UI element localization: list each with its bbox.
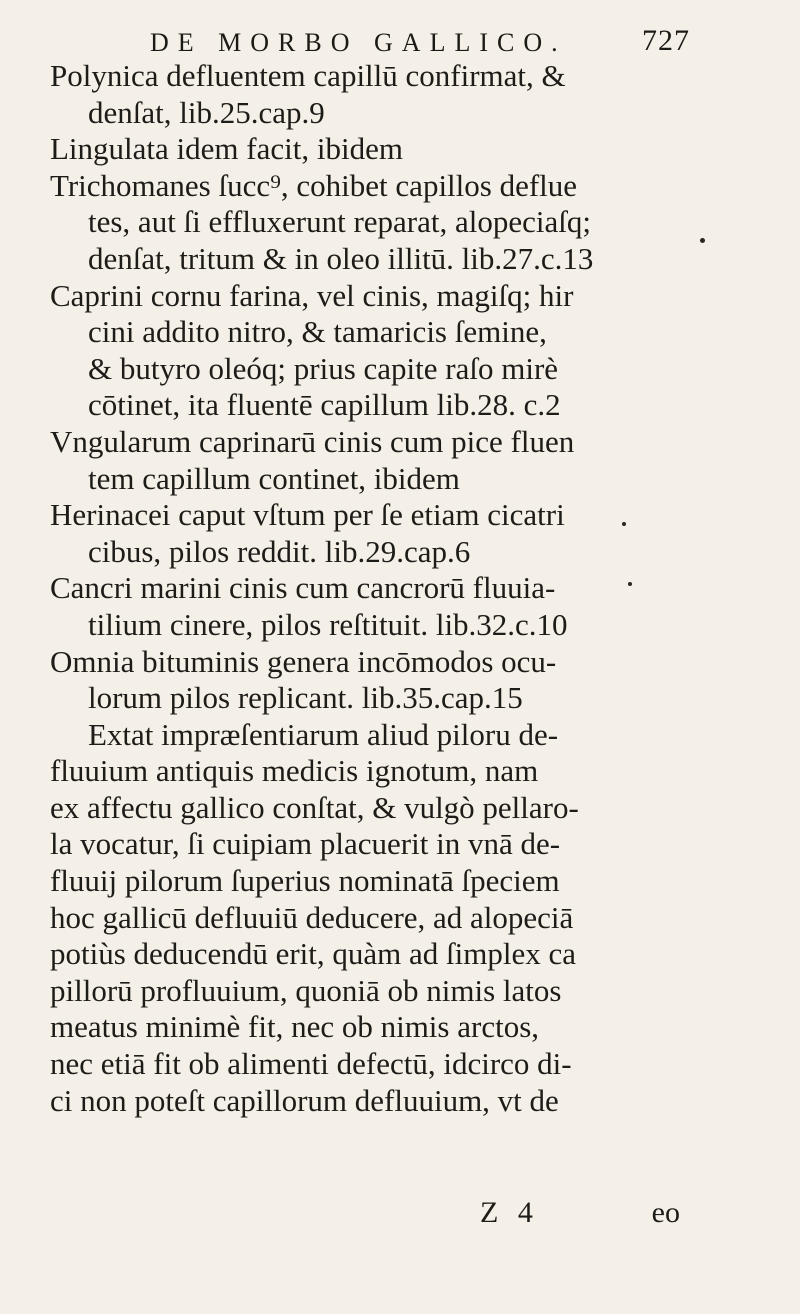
text-line: Herinacei caput vſtum per ſe etiam cicatri <box>50 497 565 533</box>
signature-mark: Z 4 <box>480 1196 539 1229</box>
text-line: denſat, tritum & in oleo illitū. lib.27.c.13 <box>88 240 594 276</box>
text-line: tem capillum continet, ibidem <box>88 460 460 496</box>
text-line: Trichomanes ſucc⁹, cohibet capillos deflue <box>50 167 578 203</box>
text-line: la vocatur, ſi cuipiam placuerit in vnā de- <box>50 826 561 862</box>
text-line: tilium cinere, pilos reſtituit. lib.32.c.10 <box>88 606 568 642</box>
body-text <box>50 58 680 1119</box>
ink-speck <box>700 238 705 243</box>
text-line: cōtinet, ita fluentē capillum lib.28. c.2 <box>88 387 561 423</box>
text-line: pillorū profluuium, quoniā ob nimis latos <box>50 972 562 1008</box>
text-line: Omnia bituminis genera incōmodos ocu- <box>50 643 557 679</box>
text-line: Extat impræſentiarum aliud piloru de- <box>88 716 559 752</box>
page-header <box>150 22 690 62</box>
text-line: cini addito nitro, & tamaricis ſemine, <box>88 314 547 350</box>
text-line: fluuium antiquis medicis ignotum, nam <box>50 753 539 789</box>
ink-speck <box>622 522 626 526</box>
text-line: Caprini cornu farina, vel cinis, magiſq; hir <box>50 277 574 313</box>
ink-speck <box>628 582 632 586</box>
text-line: tes, aut ſi effluxerunt reparat, alopeciaſq; <box>88 204 591 240</box>
text-line: Lingulata idem facit, ibidem <box>50 131 403 167</box>
page-number: 727 <box>642 24 690 57</box>
text-line: ex affectu gallico conſtat, & vulgò pellaro- <box>50 789 579 825</box>
page-footer <box>480 1196 680 1232</box>
text-line: lorum pilos replicant. lib.35.cap.15 <box>88 680 523 716</box>
running-head: DE MORBO GALLICO. <box>150 28 567 57</box>
text-line: ci non poteſt capillorum defluuium, vt de <box>50 1082 559 1118</box>
catchword: eo <box>651 1196 680 1229</box>
text-line: Polynica defluentem capillū confirmat, & <box>50 58 566 93</box>
text-line: nec etiā fit ob alimenti defectū, idcirco di- <box>50 1046 572 1082</box>
text-line: cibus, pilos reddit. lib.29.cap.6 <box>88 533 471 569</box>
text-line: hoc gallicū defluuiū deducere, ad alopeciā <box>50 899 574 935</box>
text-line: & butyro oleóq; prius capite raſo mirè <box>88 350 559 386</box>
text-line: Vngularum caprinarū cinis cum pice fluen <box>50 423 575 459</box>
text-line: fluuij pilorum ſuperius nominatā ſpeciem <box>50 863 560 899</box>
text-line: denſat, lib.25.cap.9 <box>88 94 325 130</box>
text-line: meatus minimè fit, nec ob nimis arctos, <box>50 1009 540 1045</box>
text-line: Cancri marini cinis cum cancrorū fluuia- <box>50 570 556 606</box>
text-line: potiùs deducendū erit, quàm ad ſimplex ca <box>50 936 576 972</box>
